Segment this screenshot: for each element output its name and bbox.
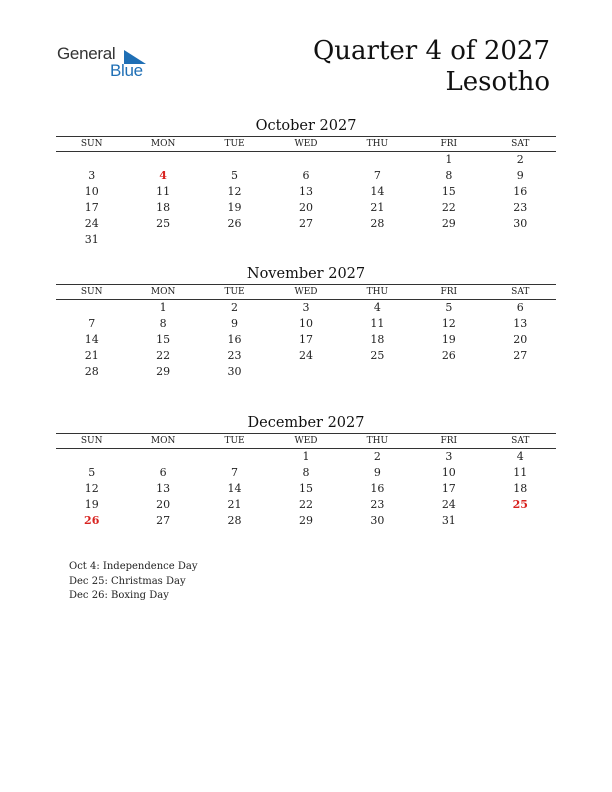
weekday-header: TUE bbox=[199, 434, 270, 449]
month-october bbox=[56, 116, 556, 248]
week-row bbox=[56, 449, 556, 466]
day-cell: 10 bbox=[298, 317, 313, 330]
weekday-header: FRI bbox=[413, 285, 484, 300]
empty-day-cell bbox=[413, 232, 484, 248]
week-row bbox=[56, 316, 556, 332]
day-cell: 8 bbox=[445, 169, 453, 182]
day-cell: 6 bbox=[159, 466, 167, 479]
day-cell: 30 bbox=[370, 514, 385, 527]
weekday-header: MON bbox=[127, 434, 198, 449]
day-cell: 20 bbox=[156, 498, 171, 511]
weekday-header: FRI bbox=[413, 434, 484, 449]
day-cell: 28 bbox=[227, 514, 242, 527]
week-row bbox=[56, 465, 556, 481]
day-cell: 29 bbox=[156, 365, 171, 378]
day-cell: 12 bbox=[227, 185, 242, 198]
day-cell: 9 bbox=[231, 317, 239, 330]
empty-day-cell bbox=[270, 152, 341, 169]
day-cell: 23 bbox=[370, 498, 385, 511]
day-cell: 7 bbox=[231, 466, 239, 479]
day-cell: 11 bbox=[370, 317, 385, 330]
day-cell: 8 bbox=[159, 317, 167, 330]
holiday-list bbox=[69, 560, 197, 604]
holiday-item: Dec 26: Boxing Day bbox=[69, 590, 169, 601]
day-cell: 16 bbox=[227, 333, 242, 346]
day-cell: 31 bbox=[441, 514, 456, 527]
day-cell: 9 bbox=[516, 169, 524, 182]
empty-day-cell bbox=[127, 449, 198, 466]
day-cell: 24 bbox=[84, 217, 99, 230]
day-cell: 16 bbox=[513, 185, 528, 198]
day-cell: 23 bbox=[227, 349, 242, 362]
month-november bbox=[56, 264, 556, 380]
weekday-header: SUN bbox=[56, 137, 127, 152]
day-cell: 28 bbox=[370, 217, 385, 230]
day-cell: 19 bbox=[441, 333, 456, 346]
day-cell: 29 bbox=[298, 514, 313, 527]
week-row bbox=[56, 168, 556, 184]
day-cell: 19 bbox=[84, 498, 99, 511]
empty-day-cell bbox=[56, 449, 127, 466]
weekday-header: WED bbox=[270, 285, 341, 300]
day-cell: 17 bbox=[441, 482, 456, 495]
day-cell: 12 bbox=[84, 482, 99, 495]
day-cell: 3 bbox=[445, 450, 453, 463]
day-cell: 14 bbox=[227, 482, 242, 495]
day-cell: 24 bbox=[298, 349, 313, 362]
weekday-header: THU bbox=[342, 285, 413, 300]
month-grid bbox=[56, 433, 556, 529]
week-row bbox=[56, 184, 556, 200]
day-cell: 1 bbox=[445, 153, 453, 166]
empty-day-cell bbox=[342, 364, 413, 380]
day-cell: 3 bbox=[88, 169, 96, 182]
brand-logo bbox=[57, 44, 157, 80]
day-cell: 15 bbox=[441, 185, 456, 198]
empty-day-cell bbox=[270, 232, 341, 248]
day-cell: 28 bbox=[84, 365, 99, 378]
weekday-header: SUN bbox=[56, 434, 127, 449]
day-cell: 11 bbox=[513, 466, 528, 479]
day-cell: 23 bbox=[513, 201, 528, 214]
empty-day-cell bbox=[127, 152, 198, 169]
day-cell: 4 bbox=[516, 450, 524, 463]
day-cell: 10 bbox=[441, 466, 456, 479]
weekday-header-row bbox=[56, 285, 556, 300]
weekday-header: WED bbox=[270, 434, 341, 449]
day-cell: 19 bbox=[227, 201, 242, 214]
weekday-header: THU bbox=[342, 434, 413, 449]
day-cell: 17 bbox=[298, 333, 313, 346]
weekday-header-row bbox=[56, 434, 556, 449]
day-cell: 20 bbox=[298, 201, 313, 214]
weekday-header: SUN bbox=[56, 285, 127, 300]
week-row bbox=[56, 332, 556, 348]
day-cell: 16 bbox=[370, 482, 385, 495]
day-cell: 18 bbox=[513, 482, 528, 495]
day-cell: 13 bbox=[298, 185, 313, 198]
day-cell: 18 bbox=[156, 201, 171, 214]
weekday-header: SAT bbox=[485, 434, 556, 449]
day-cell: 26 bbox=[84, 514, 100, 527]
day-cell: 5 bbox=[88, 466, 96, 479]
day-cell: 7 bbox=[88, 317, 96, 330]
page-title bbox=[313, 36, 550, 98]
day-cell: 8 bbox=[302, 466, 310, 479]
day-cell: 9 bbox=[373, 466, 381, 479]
day-cell: 1 bbox=[302, 450, 310, 463]
week-row bbox=[56, 216, 556, 232]
day-cell: 29 bbox=[441, 217, 456, 230]
day-cell: 5 bbox=[445, 301, 453, 314]
day-cell: 22 bbox=[441, 201, 456, 214]
month-grid bbox=[56, 136, 556, 248]
weekday-header: MON bbox=[127, 285, 198, 300]
day-cell: 6 bbox=[302, 169, 310, 182]
weekday-header: MON bbox=[127, 137, 198, 152]
weekday-header: SAT bbox=[485, 137, 556, 152]
empty-day-cell bbox=[485, 513, 556, 529]
day-cell: 4 bbox=[373, 301, 381, 314]
day-cell: 21 bbox=[84, 349, 99, 362]
week-row bbox=[56, 232, 556, 248]
weekday-header: SAT bbox=[485, 285, 556, 300]
day-cell: 31 bbox=[84, 233, 99, 246]
week-row bbox=[56, 497, 556, 513]
day-cell: 11 bbox=[156, 185, 171, 198]
day-cell: 21 bbox=[227, 498, 242, 511]
weekday-header: THU bbox=[342, 137, 413, 152]
day-cell: 25 bbox=[156, 217, 171, 230]
day-cell: 17 bbox=[84, 201, 99, 214]
month-title: November 2027 bbox=[246, 266, 366, 282]
day-cell: 27 bbox=[513, 349, 528, 362]
week-row bbox=[56, 152, 556, 169]
week-row bbox=[56, 481, 556, 497]
month-december bbox=[56, 413, 556, 529]
empty-day-cell bbox=[199, 232, 270, 248]
day-cell: 13 bbox=[513, 317, 528, 330]
empty-day-cell bbox=[413, 364, 484, 380]
weekday-header: TUE bbox=[199, 285, 270, 300]
empty-day-cell bbox=[127, 232, 198, 248]
weekday-header-row bbox=[56, 137, 556, 152]
month-title: October 2027 bbox=[255, 118, 357, 134]
day-cell: 30 bbox=[513, 217, 528, 230]
day-cell: 2 bbox=[373, 450, 381, 463]
day-cell: 14 bbox=[84, 333, 99, 346]
month-title: December 2027 bbox=[247, 415, 365, 431]
day-cell: 6 bbox=[516, 301, 524, 314]
country-title: Lesotho bbox=[445, 67, 550, 97]
day-cell: 10 bbox=[84, 185, 99, 198]
weekday-header: WED bbox=[270, 137, 341, 152]
holiday-item: Oct 4: Independence Day bbox=[69, 561, 198, 572]
empty-day-cell bbox=[199, 449, 270, 466]
day-cell: 22 bbox=[156, 349, 171, 362]
day-cell: 18 bbox=[370, 333, 385, 346]
day-cell: 2 bbox=[516, 153, 524, 166]
logo-text-general: General bbox=[57, 44, 116, 63]
day-cell: 26 bbox=[441, 349, 456, 362]
day-cell: 26 bbox=[227, 217, 242, 230]
logo-text-blue: Blue bbox=[110, 61, 143, 80]
month-grid bbox=[56, 284, 556, 380]
day-cell: 20 bbox=[513, 333, 528, 346]
day-cell: 21 bbox=[370, 201, 385, 214]
empty-day-cell bbox=[270, 364, 341, 380]
day-cell: 27 bbox=[156, 514, 171, 527]
day-cell: 5 bbox=[231, 169, 239, 182]
day-cell: 27 bbox=[298, 217, 313, 230]
week-row bbox=[56, 513, 556, 529]
empty-day-cell bbox=[56, 152, 127, 169]
empty-day-cell bbox=[199, 152, 270, 169]
holiday-item: Dec 25: Christmas Day bbox=[69, 575, 186, 587]
week-row bbox=[56, 364, 556, 380]
day-cell: 24 bbox=[441, 498, 456, 511]
day-cell: 15 bbox=[156, 333, 171, 346]
day-cell: 12 bbox=[441, 317, 456, 330]
day-cell: 25 bbox=[370, 349, 385, 362]
empty-day-cell bbox=[342, 232, 413, 248]
day-cell: 4 bbox=[159, 169, 167, 182]
quarter-title: Quarter 4 of 2027 bbox=[312, 36, 550, 66]
day-cell: 22 bbox=[298, 498, 313, 511]
day-cell: 13 bbox=[156, 482, 171, 495]
empty-day-cell bbox=[485, 364, 556, 380]
weekday-header: FRI bbox=[413, 137, 484, 152]
week-row bbox=[56, 348, 556, 364]
day-cell: 14 bbox=[370, 185, 385, 198]
day-cell: 15 bbox=[298, 482, 313, 495]
day-cell: 3 bbox=[302, 301, 310, 314]
week-row bbox=[56, 200, 556, 216]
day-cell: 1 bbox=[159, 301, 167, 314]
day-cell: 2 bbox=[231, 301, 239, 314]
day-cell: 30 bbox=[227, 365, 242, 378]
empty-day-cell bbox=[56, 300, 127, 317]
empty-day-cell bbox=[485, 232, 556, 248]
weekday-header: TUE bbox=[199, 137, 270, 152]
week-row bbox=[56, 300, 556, 317]
day-cell: 25 bbox=[512, 498, 528, 511]
empty-day-cell bbox=[342, 152, 413, 169]
day-cell: 7 bbox=[373, 169, 381, 182]
